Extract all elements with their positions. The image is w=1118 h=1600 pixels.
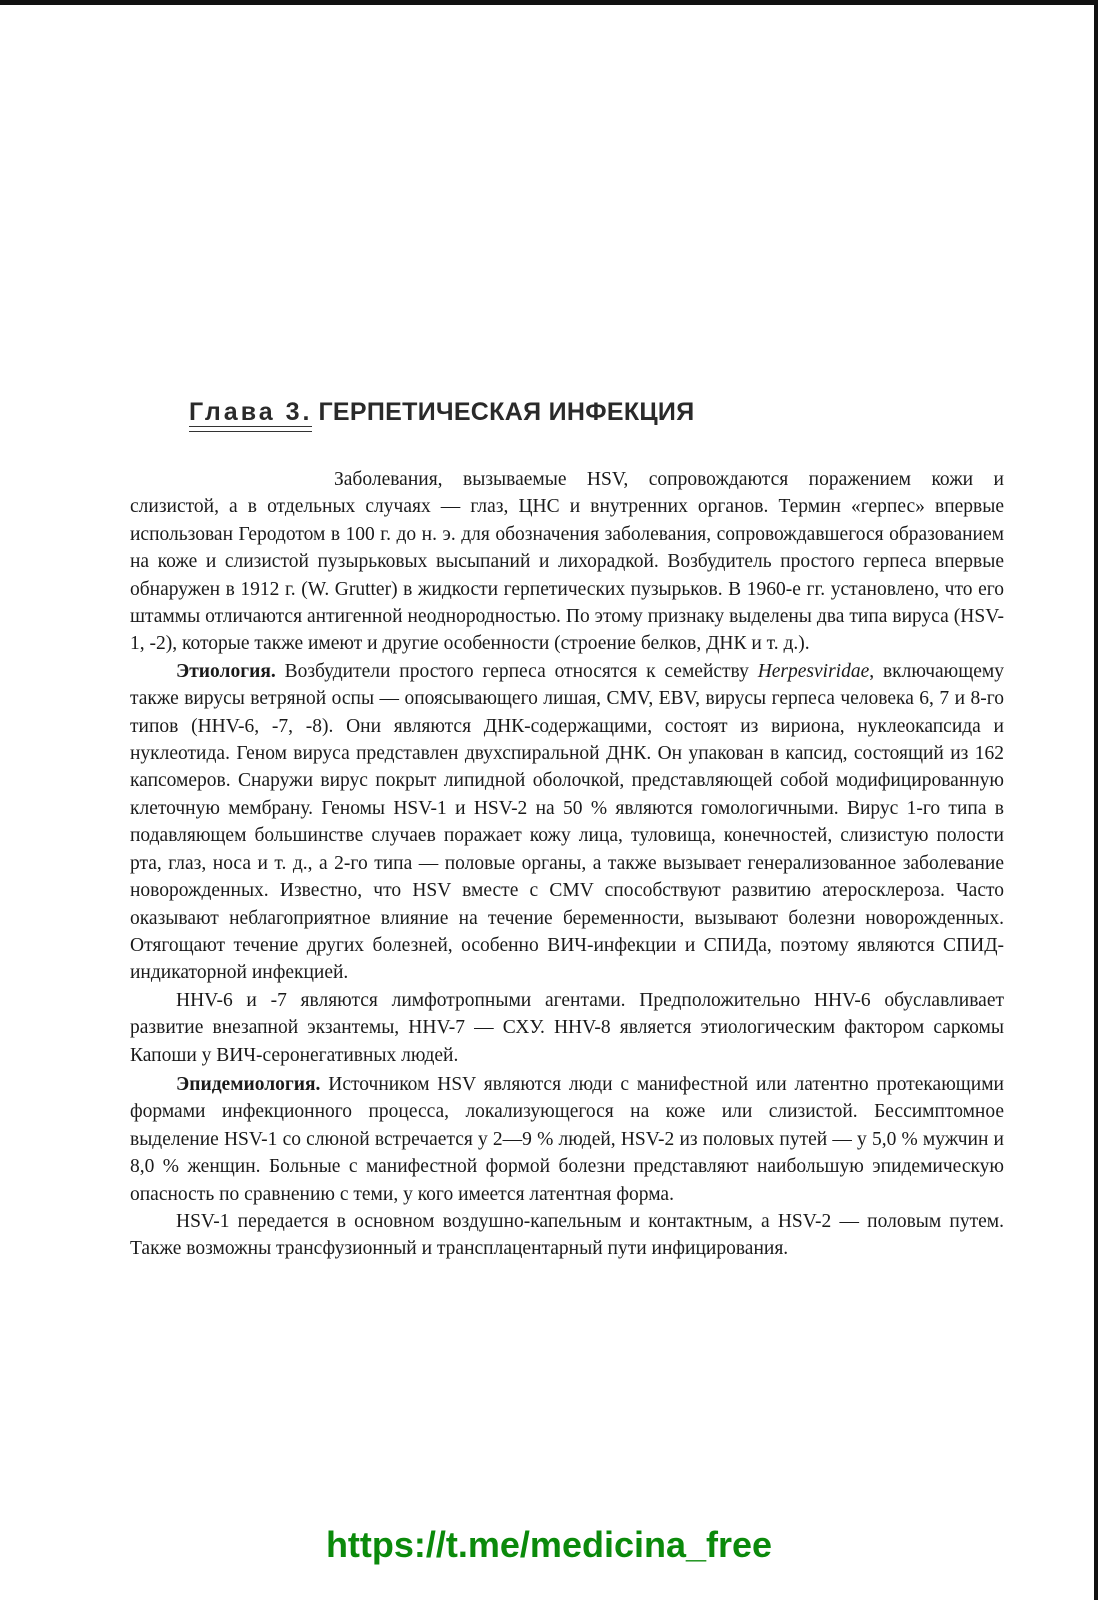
chapter-label: Глава 3. xyxy=(189,398,313,426)
hhv-paragraph: HHV-6 и -7 являются лимфотропными агентами. Предположительно HHV-6 обуславливает развитие внезапной экзантемы, HHV-7 — СХУ. HHV-8 является этиологическим фактором саркомы Капоши у ВИЧ-серонегативных людей. xyxy=(130,989,1004,1066)
etiology-heading: Этиология. xyxy=(176,660,276,682)
etiology-text-rest: , включающему также вирусы ветряной оспы — опоясывающего лишая, CMV, EBV, вирусы герпеса человека 6, 7 и 8-го типов (HHV-6, -7, -8). Они являются ДНК-содержащими, состоят из вириона, нуклеокапсида и нуклеотида. Геном вируса представлен двухспиральной ДНК. Он упакован в капсид, состоящий из 162 капсомеров. Снаружи вирус покрыт липидной оболочкой, представляющей собой модифицированную клеточную мембрану. Геномы HSV-1 и HSV-2 на 50 % являются гомологичными. Вирус 1-го типа в подавляющем большинстве случаев поражает кожу лица, туловища, конечностей, слизистую полости рта, глаз, носа и т. д., а 2-го типа — половые органы, а также вызывает генерализованное заболевание новорожденных. Известно, что HSV вместе с CMV способствуют развитию атеросклероза. Часто оказывают неблагоприятное влияние на течение беременности, вызывают болезни новорожденных. Отягощают течение других болезней, особенно ВИЧ-инфекции и СПИДа, поэтому являются СПИД-индикаторной инфекцией. xyxy=(130,660,1004,984)
epidemiology-paragraph xyxy=(130,1071,1004,1208)
footer-telegram-link[interactable]: https://t.me/medicina_free xyxy=(325,1524,773,1565)
chapter-title: ГЕРПЕТИЧЕСКАЯ ИНФЕКЦИЯ xyxy=(318,398,695,426)
chapter-body xyxy=(130,466,1004,1263)
chapter-heading xyxy=(189,398,694,427)
page-frame-right-border xyxy=(1094,0,1098,1600)
page-frame-top-border xyxy=(0,0,1098,5)
epidemiology-heading: Эпидемиология. xyxy=(176,1073,321,1095)
epidemiology-text: Источником HSV являются люди с манифестной или латентно протекающими формами инфекционного процесса, локализующегося на коже или слизистой. Бессимптомное выделение HSV-1 со слюной встречается у 2—9 % людей, HSV-2 из половых путей — у 5,0 % мужчин и 8,0 % женщин. Больные с манифестной формой болезни представляют наибольшую эпидемическую опасность по сравнению с теми, у кого имеется латентная форма. xyxy=(130,1073,1004,1205)
etiology-text-start: Возбудители простого герпеса относятся к семейству xyxy=(275,660,758,682)
intro-paragraph: Заболевания, вызываемые HSV, сопровождаются поражением кожи и слизистой, а в отдельных случаях — глаз, ЦНС и внутренних органов. Термин «герпес» впервые использован Геродотом в 100 г. до н. э. для обозначения заболевания, сопровождавшегося образованием на коже и слизистой пузырьковых высыпаний и лихорадкой. Возбудитель простого герпеса впервые обнаружен в 1912 г. (W. Grutter) в жидкости герпетических пузырьков. В 1960-е гг. установлено, что его штаммы отличаются антигенной неоднородностью. По этому признаку выделены два типа вируса (HSV-1, -2), которые также имеют и другие особенности (строение белков, ДНК и т. д.). xyxy=(130,469,1004,655)
etiology-paragraph xyxy=(130,658,1004,987)
etiology-family-name: Herpesviridae xyxy=(757,660,870,682)
transmission-paragraph: HSV-1 передается в основном воздушно-капельным и контактным, а HSV-2 — половым путем. Также возможны трансфузионный и трансплацентарный пути инфицирования. xyxy=(130,1210,1004,1260)
